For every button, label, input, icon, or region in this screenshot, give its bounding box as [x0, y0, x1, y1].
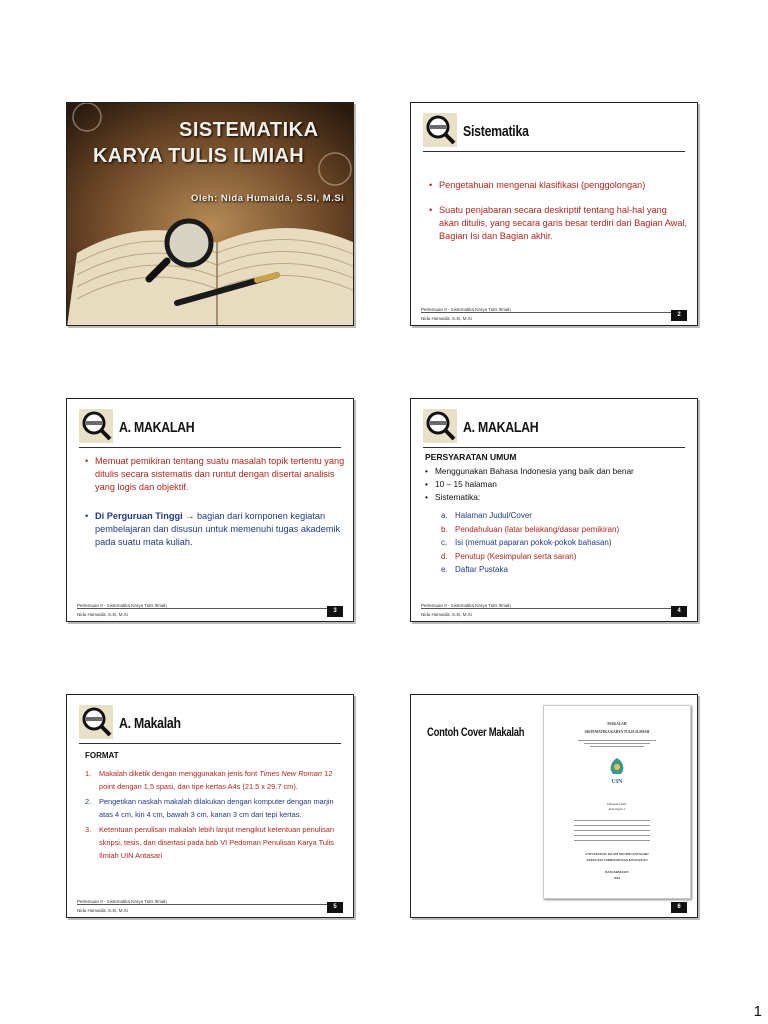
slide-title: A. MAKALAH	[119, 419, 195, 436]
slide-5	[66, 694, 354, 918]
slide-number: 5	[327, 902, 343, 913]
footer-course: Pertemuan 9 - Sistematika Karya Tulis Ilmiah	[421, 603, 511, 608]
list-item: • Menggunakan Bahasa Indonesia yang baik dan benar	[425, 465, 695, 478]
list-item: 1. Makalah diketik dengan menggunakan jenis font Times New Roman 12 point dengan 1,5 spasi, dan tipe kertas A4s (21.5 x 29.7 cm).	[85, 769, 333, 791]
cover-group: Kelompok 1	[608, 807, 626, 811]
list-item: 3. Ketentuan penulisan makalah lebih lanjut mengikut ketentuan penulisan skripsi, tesis, dan disertasi pada bab VI Pedoman Penulisan Karya Tulis Ilmiah UIN Antasari	[85, 825, 335, 860]
sistematika-list	[441, 509, 691, 577]
research-logo-icon	[79, 705, 113, 739]
slide-author: Oleh: Nida Humaida, S.Si, M.Si	[191, 193, 345, 204]
slide-number: 3	[327, 606, 343, 617]
slide-title-line1: SISTEMATIKA	[179, 119, 319, 141]
list-item: 2. Pengetikan naskah makalah dilakukan dengan komputer dengan marjin atas 4 cm, kiri 4 cm, bawah 3 cm, kanan 3 cm dari tepi kertas.	[85, 797, 334, 819]
footer-author: Nida Humaida, S.Si, M.Si	[421, 316, 472, 321]
research-logo-icon	[423, 409, 457, 443]
arrow-icon: →	[185, 511, 195, 521]
slide-number: 6	[671, 902, 687, 913]
footer-course: Pertemuan 9 - Sistematika Karya Tulis Ilmiah	[77, 603, 167, 608]
slide-title: A. MAKALAH	[463, 419, 539, 436]
header-divider	[79, 743, 341, 744]
list-item: a. Halaman Judul/Cover	[441, 511, 532, 520]
cover-example-image	[543, 705, 691, 899]
cover-heading: MAKALAH	[607, 722, 627, 726]
cover-subtext-lines	[574, 738, 660, 750]
footer-author: Nida Humaida, S.Si, M.Si	[421, 612, 472, 617]
cover-member-list	[574, 816, 650, 845]
slide-title: A. Makalah	[119, 715, 181, 732]
cover-section: Disusun Oleh:	[607, 802, 627, 806]
footer-divider	[77, 608, 343, 609]
list-item: • Memuat pemikiran tentang suatu masalah topik tertentu yang ditulis secara sistematis dan runtut dengan disertai analisis yang logis dan objektif.	[85, 455, 349, 494]
footer-author: Nida Humaida, S.Si, M.Si	[77, 612, 128, 617]
slide-number: 4	[671, 606, 687, 617]
footer-course: Pertemuan 9 - Sistematika Karya Tulis Ilmiah	[77, 899, 167, 904]
cover-city: BANJARMASIN	[605, 870, 629, 874]
list-item: • 10 – 15 halaman	[425, 478, 695, 491]
bullet-list	[85, 455, 349, 549]
slide-4	[410, 398, 698, 622]
research-logo-icon	[423, 113, 457, 147]
slide-number: 2	[671, 310, 687, 321]
slide-title-line2: KARYA TULIS ILMIAH	[93, 145, 304, 167]
footer-divider	[77, 904, 343, 905]
slide-3	[66, 398, 354, 622]
slide-1-title	[66, 102, 354, 326]
list-item: b. Pendahuluan (latar belakang/dasar pemikiran)	[441, 524, 620, 534]
slide-2	[410, 102, 698, 326]
cover-logo-text: UIN	[611, 779, 623, 785]
list-item: • Pengetahuan mengenai klasifikasi (penggolongan)	[429, 179, 689, 192]
cover-institution: UNIVERSITAS ISLAM NEGERI ANTASARI	[585, 852, 649, 856]
format-list	[85, 767, 345, 864]
list-item: c. Isi (memuat paparan pokok-pokok bahasan)	[441, 538, 612, 547]
footer-divider	[421, 608, 687, 609]
footer-divider	[421, 312, 687, 313]
list-item: • Suatu penjabaran secara deskriptif tentang hal-hal yang akan ditulis, yang secara garis besar terdiri dari Bagian Awal, Bagian Isi dan Bagian akhir.	[429, 204, 689, 243]
section-heading: PERSYARATAN UMUM	[425, 452, 517, 462]
list-item	[85, 510, 349, 549]
slide-6	[410, 694, 698, 918]
footer-author: Nida Humaida, S.Si, M.Si	[77, 908, 128, 913]
slide-title: Sistematika	[463, 123, 529, 140]
footer-course: Pertemuan 9 - Sistematika Karya Tulis Ilmiah	[421, 307, 511, 312]
bullet-list	[429, 179, 689, 243]
header-divider	[79, 447, 341, 448]
page-number: 1	[753, 1003, 762, 1020]
bullet-list	[425, 465, 695, 504]
cover-title: SISTEMATIKA KARYA TULIS ILMIAH	[584, 730, 650, 734]
list-item: d. Penutup (Kesimpulan serta saran)	[441, 551, 577, 561]
emphasis-text: Di Perguruan Tinggi	[95, 511, 183, 521]
research-logo-icon	[79, 409, 113, 443]
cover-year: 2016	[613, 876, 621, 880]
list-item: e. Daftar Pustaka	[441, 565, 508, 574]
header-divider	[423, 447, 685, 448]
section-heading: FORMAT	[85, 751, 119, 760]
cover-faculty: FAKULTAS TARBIYAH DAN KEGURUAN	[586, 858, 648, 862]
header-divider	[423, 151, 685, 152]
list-item-text: bagian dari komponen kegiatan pembelajaran dan disusun untuk memenuhi tugas akademik pada suatu mata kuliah.	[95, 511, 341, 547]
list-item: • Sistematika:	[425, 491, 695, 504]
slide-title: Contoh Cover Makalah	[427, 727, 525, 739]
